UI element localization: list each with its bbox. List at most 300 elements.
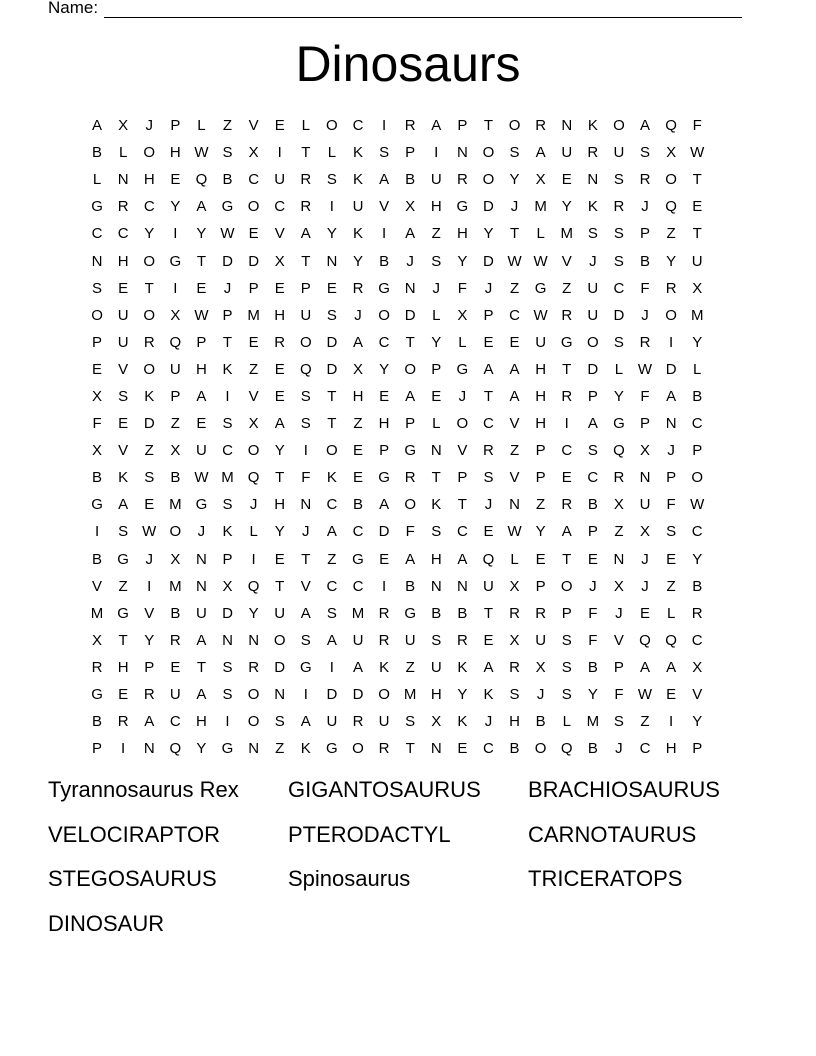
- grid-letter: Z: [666, 225, 676, 243]
- grid-letter: G: [221, 198, 234, 216]
- grid-letter: J: [510, 198, 519, 216]
- grid-letter: Y: [170, 198, 181, 216]
- grid-letter: A: [196, 686, 207, 704]
- grid-letter: C: [222, 442, 233, 460]
- grid-letter: U: [639, 496, 651, 514]
- grid-letter: J: [145, 117, 153, 135]
- grid-letter: Y: [431, 333, 442, 351]
- grid-row: [84, 627, 710, 654]
- grid-letter: I: [329, 198, 334, 216]
- grid-letter: J: [145, 550, 153, 568]
- grid-letter: H: [535, 387, 547, 405]
- grid-letter: O: [299, 333, 312, 351]
- grid-letter: P: [587, 523, 598, 541]
- grid-letter: J: [667, 442, 675, 460]
- grid-letter: H: [117, 252, 129, 270]
- grid-letter: R: [143, 333, 155, 351]
- grid-letter: O: [586, 333, 599, 351]
- grid-letter: Y: [692, 713, 703, 731]
- grid-letter: B: [587, 740, 598, 758]
- grid-letter: G: [299, 658, 312, 676]
- grid-letter: X: [118, 117, 129, 135]
- grid-letter: Z: [327, 550, 337, 568]
- grid-letter: C: [274, 198, 286, 216]
- grid-letter: N: [430, 740, 442, 758]
- grid-letter: F: [457, 279, 467, 297]
- grid-letter: I: [173, 225, 178, 243]
- grid-letter: Y: [509, 171, 520, 189]
- grid-letter: T: [483, 387, 494, 405]
- grid-letter: U: [169, 686, 181, 704]
- grid-letter: P: [535, 469, 546, 487]
- grid-letter: L: [562, 713, 571, 731]
- grid-letter: G: [91, 496, 103, 514]
- grid-letter: J: [536, 686, 545, 704]
- grid-letter: N: [222, 631, 233, 649]
- grid-letter: Z: [640, 713, 650, 731]
- grid-letter: Z: [431, 225, 441, 243]
- grid-letter: Z: [353, 415, 363, 433]
- grid-letter: P: [640, 225, 651, 243]
- grid-letter: A: [457, 550, 468, 568]
- grid-letter: C: [587, 469, 599, 487]
- grid-letter: I: [94, 523, 100, 541]
- grid-letter: N: [300, 496, 312, 514]
- grid-letter: L: [327, 144, 337, 162]
- grid-letter: X: [613, 496, 624, 514]
- grid-letter: H: [509, 713, 520, 731]
- grid-row: [84, 600, 710, 627]
- grid-letter: Z: [614, 523, 624, 541]
- grid-letter: D: [222, 604, 233, 622]
- grid-letter: T: [144, 279, 154, 297]
- grid-letter: U: [352, 198, 364, 216]
- grid-letter: P: [405, 415, 416, 433]
- grid-letter: P: [613, 658, 624, 676]
- grid-letter: R: [509, 604, 520, 622]
- grid-letter: R: [378, 604, 390, 622]
- word-list-item: TRICERATOPS: [528, 866, 683, 891]
- grid-letter: B: [535, 713, 546, 731]
- grid-letter: X: [92, 442, 103, 460]
- grid-letter: H: [378, 415, 390, 433]
- grid-letter: H: [665, 740, 677, 758]
- grid-letter: W: [690, 144, 705, 162]
- grid-letter: J: [197, 523, 206, 541]
- grid-letter: Y: [144, 631, 155, 649]
- grid-letter: I: [564, 415, 569, 433]
- grid-letter: T: [457, 496, 467, 514]
- grid-letter: U: [430, 658, 442, 676]
- grid-letter: U: [587, 279, 599, 297]
- grid-letter: X: [431, 713, 442, 731]
- grid-letter: T: [405, 740, 415, 758]
- grid-letter: W: [142, 523, 157, 541]
- grid-letter: I: [381, 225, 387, 243]
- grid-letter: V: [274, 225, 285, 243]
- grid-letter: A: [666, 658, 677, 676]
- grid-letter: V: [300, 577, 311, 595]
- grid-letter: O: [665, 306, 677, 324]
- grid-letter: I: [225, 387, 230, 405]
- grid-letter: E: [457, 740, 468, 758]
- grid-letter: J: [484, 713, 493, 731]
- grid-letter: Z: [170, 415, 180, 433]
- grid-letter: H: [352, 387, 364, 405]
- grid-letter: B: [170, 604, 181, 622]
- grid-letter: F: [92, 415, 102, 433]
- grid-letter: S: [666, 523, 677, 541]
- grid-row: [84, 573, 710, 600]
- grid-letter: E: [274, 550, 285, 568]
- grid-letter: A: [196, 387, 207, 405]
- grid-letter: B: [222, 171, 233, 189]
- grid-letter: G: [195, 496, 208, 514]
- grid-letter: X: [457, 306, 468, 324]
- grid-letter: R: [639, 171, 651, 189]
- grid-letter: M: [169, 496, 182, 514]
- grid-letter: A: [326, 523, 337, 541]
- grid-letter: S: [613, 252, 624, 270]
- grid-letter: G: [456, 198, 469, 216]
- word-list-item: Spinosaurus: [288, 866, 411, 891]
- grid-letter: P: [457, 469, 468, 487]
- grid-letter: C: [169, 713, 181, 731]
- grid-letter: X: [509, 631, 520, 649]
- grid-letter: S: [274, 713, 285, 731]
- grid-letter: S: [144, 469, 155, 487]
- grid-letter: K: [352, 171, 363, 189]
- grid-letter: T: [301, 550, 311, 568]
- grid-letter: O: [508, 117, 521, 135]
- grid-letter: N: [639, 469, 651, 487]
- grid-letter: E: [248, 225, 259, 243]
- grid-letter: G: [169, 252, 182, 270]
- grid-letter: T: [431, 469, 441, 487]
- grid-letter: O: [273, 631, 286, 649]
- grid-letter: V: [92, 577, 103, 595]
- grid-letter: N: [143, 740, 155, 758]
- grid-letter: J: [484, 496, 493, 514]
- grid-letter: X: [666, 144, 677, 162]
- grid-letter: Q: [482, 550, 495, 568]
- grid-letter: A: [352, 658, 363, 676]
- grid-letter: C: [509, 306, 520, 324]
- grid-letter: S: [561, 658, 572, 676]
- grid-letter: O: [247, 442, 260, 460]
- grid-letter: N: [430, 577, 442, 595]
- grid-letter: X: [535, 171, 546, 189]
- word-list-item: GIGANTOSAURUS: [288, 777, 481, 802]
- grid-letter: K: [300, 740, 311, 758]
- grid-letter: J: [302, 523, 310, 541]
- grid-row: [84, 220, 710, 247]
- grid-letter: R: [404, 117, 416, 135]
- grid-letter: P: [222, 306, 233, 324]
- grid-letter: H: [117, 658, 129, 676]
- grid-letter: E: [509, 333, 520, 351]
- grid-letter: P: [483, 306, 494, 324]
- grid-letter: Q: [665, 117, 677, 135]
- grid-letter: N: [587, 171, 599, 189]
- grid-letter: C: [352, 523, 364, 541]
- grid-letter: H: [535, 415, 547, 433]
- grid-letter: Y: [666, 252, 677, 270]
- grid-letter: M: [169, 577, 182, 595]
- grid-letter: L: [693, 360, 702, 378]
- grid-letter: O: [613, 117, 625, 135]
- grid-letter: S: [613, 171, 624, 189]
- grid-letter: B: [379, 252, 390, 270]
- grid-letter: C: [483, 740, 494, 758]
- grid-letter: R: [483, 442, 494, 460]
- grid-letter: E: [170, 658, 181, 676]
- grid-letter: T: [196, 658, 206, 676]
- grid-letter: X: [248, 415, 259, 433]
- grid-letter: C: [352, 117, 364, 135]
- grid-letter: I: [173, 279, 178, 297]
- grid-letter: U: [274, 171, 286, 189]
- grid-letter: U: [117, 306, 129, 324]
- grid-row: [84, 708, 710, 735]
- grid-letter: C: [378, 333, 390, 351]
- grid-letter: A: [405, 225, 416, 243]
- grid-letter: V: [613, 631, 624, 649]
- grid-letter: A: [483, 360, 494, 378]
- grid-letter: O: [247, 198, 260, 216]
- grid-letter: C: [326, 577, 338, 595]
- grid-letter: O: [482, 171, 495, 189]
- grid-letter: S: [509, 686, 520, 704]
- grid-letter: O: [326, 117, 338, 135]
- grid-letter: O: [143, 252, 156, 270]
- grid-letter: U: [404, 631, 416, 649]
- grid-letter: S: [640, 144, 651, 162]
- grid-letter: H: [274, 496, 286, 514]
- grid-letter: D: [326, 333, 338, 351]
- grid-letter: F: [301, 469, 311, 487]
- grid-letter: S: [222, 144, 233, 162]
- grid-letter: Q: [247, 577, 260, 595]
- grid-letter: W: [637, 686, 653, 704]
- grid-letter: F: [588, 631, 598, 649]
- grid-letter: F: [640, 279, 650, 297]
- grid-letter: W: [533, 252, 548, 270]
- grid-row: [84, 437, 710, 464]
- grid-letter: Z: [509, 279, 520, 297]
- grid-letter: Y: [587, 686, 598, 704]
- grid-letter: E: [535, 550, 546, 568]
- grid-letter: J: [249, 496, 258, 514]
- grid-letter: X: [170, 442, 181, 460]
- grid-letter: D: [222, 252, 233, 270]
- grid-letter: X: [692, 279, 703, 297]
- grid-letter: Q: [169, 333, 182, 351]
- grid-letter: Q: [247, 469, 260, 487]
- grid-letter: Y: [352, 252, 363, 270]
- grid-letter: E: [352, 469, 363, 487]
- grid-letter: C: [248, 171, 260, 189]
- grid-letter: A: [379, 496, 390, 514]
- grid-letter: P: [222, 550, 233, 568]
- grid-letter: K: [483, 686, 494, 704]
- grid-letter: E: [379, 387, 390, 405]
- grid-letter: Y: [457, 252, 468, 270]
- grid-letter: E: [248, 333, 259, 351]
- grid-letter: F: [588, 604, 598, 622]
- grid-letter: M: [690, 306, 704, 324]
- grid-letter: X: [613, 577, 624, 595]
- grid-row: [84, 139, 710, 166]
- grid-letter: S: [222, 658, 233, 676]
- grid-letter: E: [274, 117, 285, 135]
- grid-letter: H: [430, 550, 442, 568]
- grid-letter: V: [509, 469, 520, 487]
- grid-letter: A: [405, 550, 416, 568]
- grid-letter: A: [300, 713, 311, 731]
- grid-letter: R: [274, 333, 286, 351]
- grid-letter: O: [534, 740, 547, 758]
- grid-letter: J: [615, 740, 623, 758]
- grid-letter: I: [381, 117, 387, 135]
- grid-letter: V: [118, 442, 129, 460]
- grid-letter: D: [378, 523, 390, 541]
- grid-letter: V: [509, 415, 520, 433]
- grid-letter: Z: [509, 442, 520, 460]
- grid-letter: E: [326, 279, 337, 297]
- grid-letter: F: [640, 387, 650, 405]
- grid-letter: I: [303, 686, 308, 704]
- grid-letter: D: [248, 252, 260, 270]
- grid-letter: E: [274, 360, 285, 378]
- grid-letter: X: [222, 577, 233, 595]
- grid-letter: O: [169, 523, 182, 541]
- grid-letter: B: [170, 469, 181, 487]
- grid-row: [84, 166, 710, 193]
- grid-letter: U: [483, 577, 494, 595]
- grid-letter: E: [92, 360, 103, 378]
- grid-letter: A: [561, 523, 572, 541]
- grid-letter: G: [91, 686, 103, 704]
- grid-letter: B: [692, 387, 703, 405]
- grid-letter: P: [405, 144, 416, 162]
- word-list-item: PTERODACTYL: [288, 821, 451, 847]
- grid-letter: A: [144, 713, 155, 731]
- grid-letter: S: [326, 604, 337, 622]
- grid-letter: E: [170, 171, 181, 189]
- grid-letter: E: [274, 279, 285, 297]
- grid-letter: O: [326, 442, 338, 460]
- grid-letter: Y: [483, 225, 494, 243]
- grid-row: [84, 302, 710, 329]
- grid-letter: H: [143, 171, 155, 189]
- grid-letter: P: [248, 279, 259, 297]
- grid-letter: H: [430, 198, 442, 216]
- grid-letter: N: [326, 252, 338, 270]
- grid-letter: J: [432, 279, 441, 297]
- grid-letter: P: [666, 469, 677, 487]
- grid-letter: Q: [613, 442, 625, 460]
- grid-letter: S: [222, 686, 233, 704]
- grid-letter: R: [535, 117, 547, 135]
- grid-letter: Z: [275, 740, 285, 758]
- grid-letter: H: [196, 713, 207, 731]
- grid-letter: Z: [666, 577, 676, 595]
- grid-letter: Q: [169, 740, 182, 758]
- grid-letter: G: [117, 550, 129, 568]
- grid-letter: M: [351, 604, 365, 622]
- grid-letter: E: [274, 387, 285, 405]
- grid-letter: P: [144, 658, 155, 676]
- grid-letter: Z: [562, 279, 572, 297]
- grid-letter: T: [196, 252, 206, 270]
- grid-letter: W: [533, 306, 548, 324]
- grid-letter: R: [300, 171, 312, 189]
- grid-letter: W: [194, 306, 209, 324]
- grid-letter: V: [561, 252, 572, 270]
- grid-letter: I: [147, 577, 152, 595]
- grid-letter: O: [247, 686, 260, 704]
- grid-letter: H: [535, 360, 547, 378]
- grid-letter: O: [560, 577, 573, 595]
- grid-letter: V: [692, 686, 703, 704]
- grid-letter: S: [222, 415, 233, 433]
- grid-letter: S: [431, 252, 442, 270]
- letter-grid: [84, 112, 710, 762]
- grid-letter: X: [509, 577, 520, 595]
- grid-letter: S: [483, 469, 494, 487]
- grid-letter: E: [666, 550, 677, 568]
- grid-row: [84, 491, 710, 518]
- grid-letter: G: [117, 604, 129, 622]
- grid-letter: S: [405, 713, 416, 731]
- word-list-item: CARNOTAURUS: [528, 821, 697, 847]
- grid-letter: W: [194, 469, 209, 487]
- grid-row: [84, 329, 710, 356]
- grid-letter: T: [301, 144, 311, 162]
- grid-letter: B: [431, 604, 442, 622]
- grid-letter: J: [589, 252, 597, 270]
- grid-letter: L: [301, 117, 310, 135]
- grid-letter: O: [691, 469, 704, 487]
- grid-letter: L: [536, 225, 545, 243]
- word-list-item: Tyrannosaurus Rex: [48, 777, 239, 802]
- grid-letter: R: [613, 469, 625, 487]
- grid-letter: N: [91, 252, 103, 270]
- grid-letter: N: [248, 631, 260, 649]
- grid-letter: Y: [379, 360, 390, 378]
- grid-letter: N: [274, 686, 286, 704]
- grid-letter: T: [483, 117, 494, 135]
- grid-letter: A: [509, 360, 520, 378]
- grid-letter: X: [170, 550, 181, 568]
- grid-row: [84, 193, 710, 220]
- grid-letter: P: [431, 360, 442, 378]
- grid-letter: H: [430, 686, 442, 704]
- grid-letter: G: [560, 333, 573, 351]
- grid-letter: A: [405, 387, 416, 405]
- grid-letter: D: [326, 686, 338, 704]
- grid-letter: E: [561, 469, 572, 487]
- grid-letter: D: [143, 415, 155, 433]
- grid-letter: P: [535, 577, 546, 595]
- grid-letter: D: [483, 198, 494, 216]
- grid-letter: C: [456, 523, 468, 541]
- grid-letter: N: [117, 171, 129, 189]
- grid-letter: C: [91, 225, 103, 243]
- grid-letter: P: [300, 279, 311, 297]
- grid-letter: J: [223, 279, 232, 297]
